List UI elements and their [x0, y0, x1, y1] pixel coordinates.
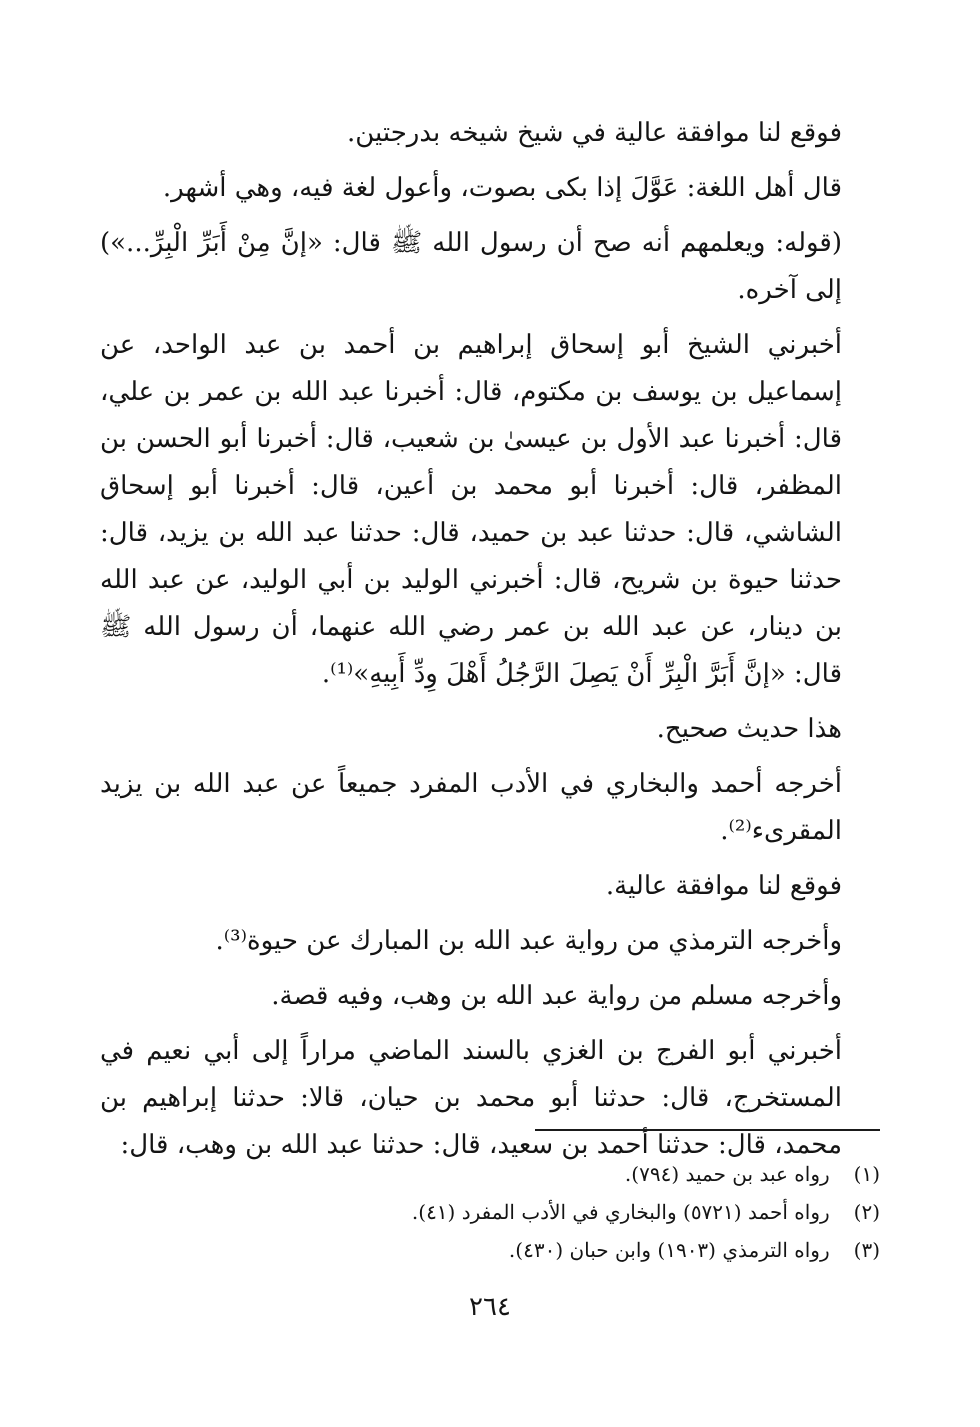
- paragraph-7: فوقع لنا موافقة عالية.: [605, 871, 842, 901]
- footnotes: [300, 1155, 880, 1269]
- paragraph-3: (قوله: ويعلمهم أنه صح أن رسول الله ﷺ قال: «إنَّ مِنْ أَبَرِّ الْبِرِّ...») إلى آخره.: [100, 228, 842, 305]
- paragraph-9: وأخرجه مسلم من رواية عبد الله بن وهب، وفيه قصة.: [271, 981, 842, 1011]
- paragraph-1: فوقع لنا موافقة عالية في شيخ شيخه بدرجتين.: [346, 118, 842, 148]
- footnote-2: [300, 1193, 880, 1231]
- paragraph-4: أخبرني الشيخ أبو إسحاق إبراهيم بن أحمد بن عبد الواحد، عن إسماعيل بن يوسف بن مكتوم، قال: أخبرنا عبد الله بن عمر بن علي، قال: أخبرنا عبد الأول بن عيسىٰ بن شعيب، قال: أخبرنا أبو الحسن بن المظفر، قال: أخبرنا أبو محمد بن أعين، قال: أخبرنا أبو إسحاق الشاشي، قال: حدثنا عبد بن حميد، قال: حدثنا عبد الله بن يزيد، قال: حدثنا حيوة بن شريح، قال: أخبرني الوليد بن أبي الوليد، عن عبد الله بن دينار، عن عبد الله بن عمر رضي الله عنهما، أن رسول الله ﷺ قال: «إنَّ أَبَرَّ الْبِرِّ أَنْ يَصِلَ الرَّجُلُ أَهْلَ وِدِّ أَبِيهِ»⁽¹⁾.: [100, 330, 843, 689]
- footnote-number: (٣): [853, 1238, 880, 1262]
- paragraph-8: وأخرجه الترمذي من رواية عبد الله بن المبارك عن حيوة⁽³⁾.: [215, 926, 842, 956]
- footnote-number: (٢): [853, 1200, 880, 1224]
- paragraph-2: قال أهل اللغة: عَوَّلَ إذا بكى بصوت، وأعول لغة فيه، وهي أشهر.: [162, 173, 842, 203]
- footnote-1: [300, 1155, 880, 1193]
- footnote-3: [300, 1231, 880, 1269]
- paragraph-10: أخبرني أبو الفرج بن الغزي بالسند الماضي مراراً إلى أبي نعيم في المستخرج، قال: حدثنا أبو محمد بن حيان، قالا: حدثنا إبراهيم بن محمد، قال: حدثنا أحمد بن سعيد، قال: حدثنا عبد الله بن وهب، قال:: [100, 1036, 842, 1160]
- footnote-separator: [535, 1129, 880, 1131]
- page-body: [100, 110, 842, 1177]
- footnote-text: رواه أحمد (٥٧٢١) والبخاري في الأدب المفرد (٤١).: [411, 1200, 830, 1224]
- paragraph-6: أخرجه أحمد والبخاري في الأدب المفرد جميعاً عن عبد الله بن يزيد المقرىء⁽²⁾.: [100, 769, 842, 846]
- page-number: ٢٦٤: [469, 1292, 511, 1322]
- footnote-text: رواه عبد بن حميد (٧٩٤).: [624, 1162, 830, 1186]
- paragraph-5: هذا حديث صحيح.: [656, 714, 842, 744]
- footnote-text: رواه الترمذي (١٩٠٣) وابن حبان (٤٣٠).: [508, 1238, 830, 1262]
- footnote-number: (١): [853, 1162, 880, 1186]
